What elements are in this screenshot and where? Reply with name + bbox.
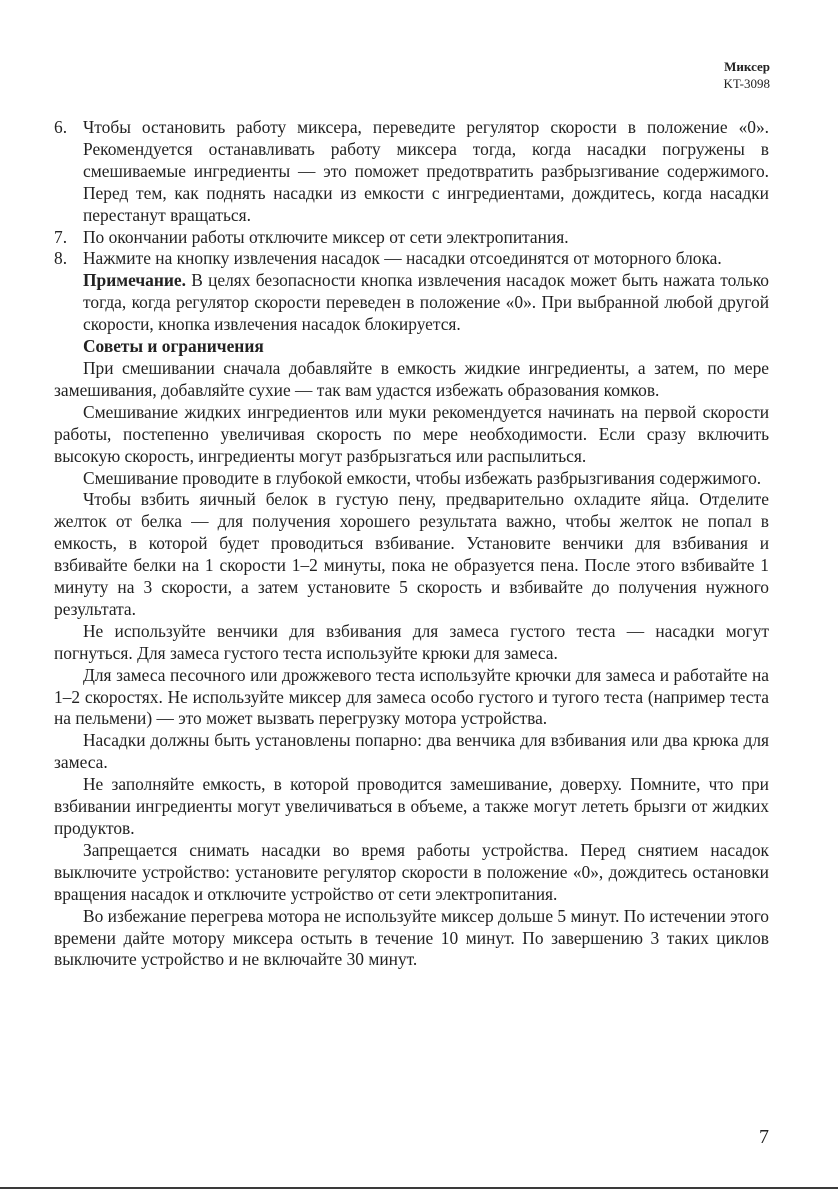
page-header — [724, 58, 770, 92]
step-text: Нажмите на кнопку извлечения насадок — насадки отсоединятся от моторного блока. — [83, 248, 722, 269]
tip-paragraph: Не заполняйте емкость, в которой проводится замешивание, доверху. Помните, что при взбивании ингредиенты могут увеличиваться в объеме, а также могут лететь брызги от жидких продуктов. — [54, 774, 769, 838]
tip-paragraph: Запрещается снимать насадки во время работы устройства. Перед снятием насадок выключите устройство: установите регулятор скорости в положение «0», дождитесь остановки вращения насадок и отключите устройство от сети электропитания. — [54, 839, 769, 904]
tip-paragraph: Чтобы взбить яичный белок в густую пену, предварительно охладите яйца. Отделите желток от белка — для получения хорошего результата важно, чтобы желток не попал в емкость, в которой будет проводиться взбивание. Установите венчики для взбивания и взбивайте белки на 1 скорости 1–2 минуты, пока не образуется пена. После этого взбивайте 1 минуту на 3 скорости, а затем установите 5 скорость и взбивайте до получения нужного результата. — [54, 489, 769, 619]
step-number: 8. — [54, 248, 68, 269]
safety-note — [54, 270, 769, 336]
section-title: Советы и ограничения — [83, 336, 264, 357]
step-number: 6. — [54, 117, 68, 137]
note-text: В целях безопасности кнопка извлечения насадок может быть нажата только тогда, когда регулятор скорости переведен в положение «0». При выбранной любой другой скорости, кнопка извлечения насадок блокируется. — [83, 270, 769, 335]
step-item — [54, 117, 769, 227]
tip-paragraph: При смешивании сначала добавляйте в емкость жидкие ингредиенты, а затем, по мере замешивания, добавляйте сухие — так вам удастся избежать образования комков. — [54, 357, 769, 400]
tip-paragraph: Насадки должны быть установлены попарно: два венчика для взбивания или два крюка для замеса. — [54, 730, 769, 773]
page-content — [54, 117, 769, 971]
tip-paragraph: Смешивание проводите в глубокой емкости, чтобы избежать разбрызгивания содержимого. — [83, 467, 762, 488]
tip-paragraph: Во избежание перегрева мотора не используйте миксер дольше 5 минут. По истечении этого времени дайте мотору миксера остыть в течение 10 минут. По завершению 3 таких циклов выключите устройство и не включайте 30 минут. — [54, 905, 769, 970]
instruction-steps — [54, 117, 769, 270]
model-number: KT-3098 — [723, 76, 770, 91]
tip-paragraph: Не используйте венчики для взбивания для замеса густого теста — насадки могут погнуться. Для замеса густого теста используйте крюки для замеса. — [54, 620, 769, 663]
step-item — [54, 227, 769, 249]
step-text: По окончании работы отключите миксер от сети электропитания. — [83, 226, 569, 247]
note-label: Примечание. — [83, 270, 186, 291]
tip-paragraph: Для замеса песочного или дрожжевого теста используйте крючки для замеса и работайте на 1–2 скоростях. Не используйте миксер для замеса особо густого и тугого теста (например теста на пельмени) — это может вызвать перегрузку мотора устройства. — [54, 664, 769, 729]
bottom-divider — [0, 1187, 838, 1189]
step-number: 7. — [54, 226, 68, 247]
step-item — [54, 248, 769, 270]
page-number: 7 — [759, 1126, 769, 1148]
step-text: Чтобы остановить работу миксера, переведите регулятор скорости в положение «0». Рекомендуется останавливать работу миксера тогда, когда насадки погружены в смешиваемые ингредиенты — это поможет предотвратить разбрызгивание содержимого. Перед тем, как поднять насадки из емкости с ингредиентами, дождитесь, когда насадки перестанут вращаться. — [83, 117, 769, 225]
tip-paragraph: Смешивание жидких ингредиентов или муки рекомендуется начинать на первой скорости работы, постепенно увеличивая скорость по мере необходимости. Если сразу включить высокую скорость, ингредиенты могут разбрызгаться или распылиться. — [54, 401, 769, 466]
product-name: Миксер — [724, 59, 770, 74]
